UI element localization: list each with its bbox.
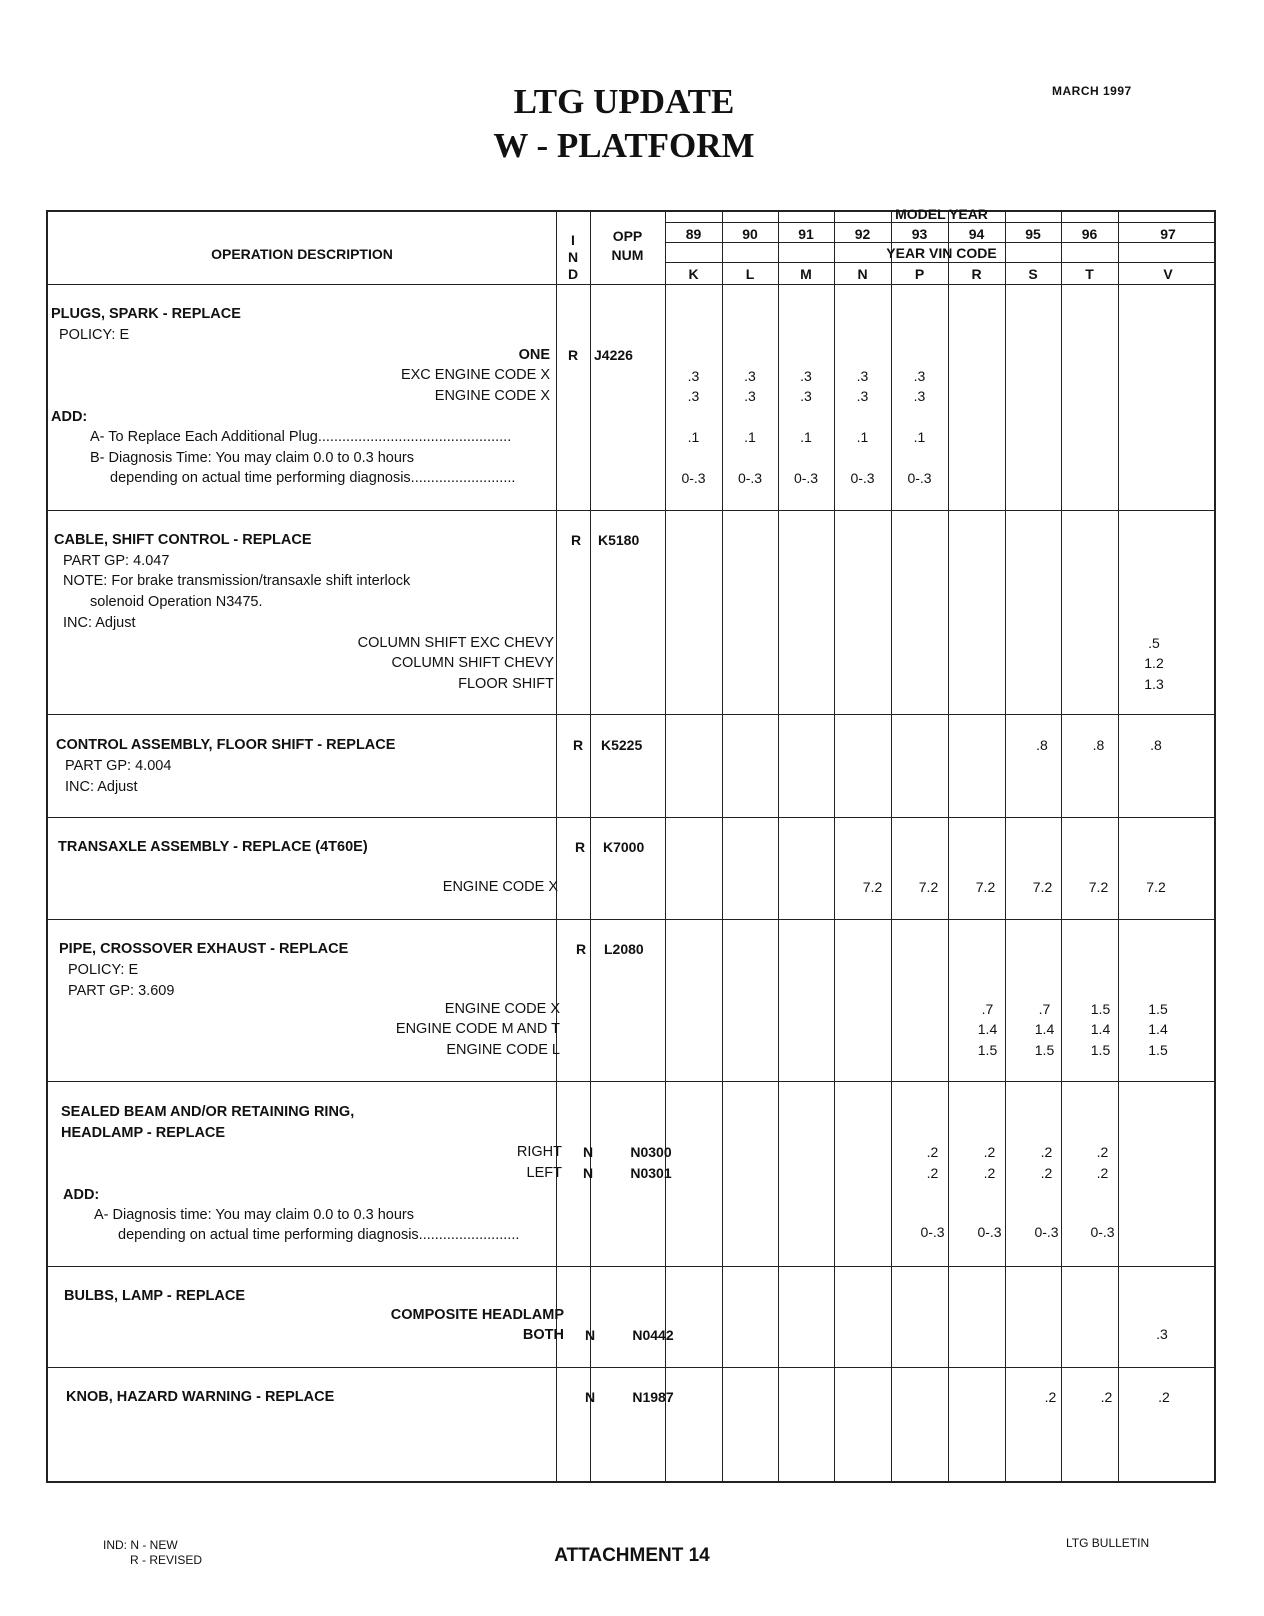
year-90: 90 <box>742 226 758 242</box>
operation-title: CABLE, SHIFT CONTROL - REPLACE <box>54 532 312 548</box>
row-label-composite-headlamp: COMPOSITE HEADLAMP <box>390 1307 564 1323</box>
value-cell: 1.5 <box>1148 1001 1168 1017</box>
note-text-cont: solenoid Operation N3475. <box>90 594 263 610</box>
ind-value: N <box>584 1389 596 1405</box>
year-92: 92 <box>854 226 871 242</box>
row-label-exc-engine-x: EXC ENGINE CODE X <box>400 367 550 383</box>
add-a-text: A- Diagnosis time: You may claim 0.0 to 0.3 hours <box>94 1207 414 1223</box>
value-cell: .3 <box>800 368 812 384</box>
year-89: 89 <box>685 226 702 242</box>
row-label-both: BOTH <box>522 1327 564 1343</box>
ind-legend-new: IND: N - NEW <box>103 1538 178 1552</box>
value-cell: 0-.3 <box>1034 1224 1059 1240</box>
vin-s: S <box>1028 266 1038 282</box>
value-cell: .1 <box>800 429 812 445</box>
opp-number: N0301 <box>630 1165 672 1181</box>
vin-l: L <box>745 266 755 282</box>
value-cell: .1 <box>744 429 756 445</box>
value-cell: .2 <box>1044 1389 1057 1405</box>
value-cell: .2 <box>1096 1165 1109 1181</box>
operation-description-header: OPERATION DESCRIPTION <box>211 246 393 262</box>
section-separator <box>48 1266 1214 1267</box>
vin-m: M <box>800 266 812 282</box>
ind-header-n: N <box>567 249 579 265</box>
ind-value: R <box>575 941 587 957</box>
policy-text: POLICY: E <box>68 962 139 978</box>
row-label-left: LEFT <box>526 1165 562 1181</box>
ind-header-i: I <box>571 232 575 248</box>
value-cell: .2 <box>926 1165 939 1181</box>
value-cell: 1.3 <box>1144 676 1164 692</box>
part-group: PART GP: 3.609 <box>68 983 175 999</box>
value-cell: .8 <box>1092 737 1105 753</box>
header-bottom-rule <box>48 284 1214 285</box>
value-cell: 7.2 <box>975 879 996 895</box>
value-cell: 0-.3 <box>907 470 932 486</box>
value-cell: 0-.3 <box>850 470 875 486</box>
vin-r: R <box>971 266 982 282</box>
value-cell: 7.2 <box>862 879 883 895</box>
model-year-header: MODEL YEAR <box>895 206 988 222</box>
section-separator <box>48 714 1214 715</box>
year-93: 93 <box>911 226 928 242</box>
value-cell: 1.2 <box>1144 655 1164 671</box>
opp-number: L2080 <box>604 941 644 957</box>
value-cell: 7.2 <box>1032 879 1053 895</box>
row-label-floor-shift: FLOOR SHIFT <box>458 676 554 692</box>
attachment-label: ATTACHMENT 14 <box>554 1545 710 1566</box>
value-cell: .8 <box>1150 737 1162 753</box>
section-separator <box>48 817 1214 818</box>
opp-number: K7000 <box>603 839 645 855</box>
ind-legend-revised: R - REVISED <box>130 1553 203 1567</box>
value-cell: 7.2 <box>1088 879 1109 895</box>
operation-title: BULBS, LAMP - REPLACE <box>64 1288 245 1304</box>
header-rule <box>665 222 1214 223</box>
ind-value: N <box>584 1327 596 1343</box>
value-cell: 1.4 <box>977 1021 998 1037</box>
row-label-engine-x: ENGINE CODE X <box>434 388 550 404</box>
opp-number: J4226 <box>594 347 633 363</box>
value-cell: 1.4 <box>1148 1021 1168 1037</box>
value-cell: 7.2 <box>1146 879 1166 895</box>
vin-p: P <box>914 266 925 282</box>
add-label: ADD: <box>51 409 88 425</box>
operation-title: PIPE, CROSSOVER EXHAUST - REPLACE <box>59 941 349 957</box>
value-cell: .3 <box>856 388 869 404</box>
section-separator <box>48 919 1214 920</box>
value-cell: .3 <box>1156 1326 1168 1342</box>
ind-value: R <box>574 839 586 855</box>
value-cell: 1.5 <box>1090 1042 1111 1058</box>
bulletin-label: LTG BULLETIN <box>1066 1536 1150 1550</box>
value-cell: 0-.3 <box>681 470 706 486</box>
operation-title: TRANSAXLE ASSEMBLY - REPLACE (4T60E) <box>58 839 368 855</box>
vin-k: K <box>688 266 699 282</box>
page-title: LTG UPDATE <box>513 82 735 121</box>
vin-t: T <box>1085 266 1094 282</box>
section-separator <box>48 510 1214 511</box>
opp-number: K5180 <box>598 532 640 548</box>
value-cell: .2 <box>1100 1389 1113 1405</box>
value-cell: 0-.3 <box>920 1224 945 1240</box>
row-label-column-shift-exc-chevy: COLUMN SHIFT EXC CHEVY <box>357 635 554 651</box>
ind-value: N <box>582 1165 594 1181</box>
value-cell: 0-.3 <box>1090 1224 1115 1240</box>
section-separator <box>48 1081 1214 1082</box>
ind-header-d: D <box>567 266 579 282</box>
row-label-engine-m-and-t: ENGINE CODE M AND T <box>395 1021 560 1037</box>
value-cell: .3 <box>687 388 700 404</box>
column-divider <box>948 212 949 1481</box>
value-cell: .2 <box>1158 1389 1170 1405</box>
ind-value: R <box>567 347 579 363</box>
operation-title: PLUGS, SPARK - REPLACE <box>51 306 241 322</box>
note-text: NOTE: For brake transmission/transaxle shift interlock <box>63 573 411 589</box>
opp-header: OPP <box>612 228 643 244</box>
labor-time-table <box>46 206 1216 1483</box>
value-cell: 0-.3 <box>793 470 819 486</box>
opp-number: K5225 <box>601 737 643 753</box>
value-cell: 1.4 <box>1090 1021 1111 1037</box>
add-b-text: B- Diagnosis Time: You may claim 0.0 to 0.3 hours <box>90 450 414 466</box>
document-date: MARCH 1997 <box>1052 84 1132 98</box>
value-cell: 1.5 <box>1148 1042 1168 1058</box>
row-label-engine-l: ENGINE CODE L <box>446 1042 560 1058</box>
year-91: 91 <box>798 226 814 242</box>
value-cell: .3 <box>856 368 869 384</box>
value-cell: .1 <box>856 429 869 445</box>
column-divider <box>1118 212 1119 1481</box>
ind-value: R <box>570 532 582 548</box>
part-group: PART GP: 4.004 <box>65 758 172 774</box>
add-a-text: A- To Replace Each Additional Plug................................................ <box>90 429 512 445</box>
opp-number: N1987 <box>632 1389 674 1405</box>
operation-title: KNOB, HAZARD WARNING - REPLACE <box>66 1389 335 1405</box>
operation-title: SEALED BEAM AND/OR RETAINING RING, <box>61 1104 355 1120</box>
value-cell: .3 <box>800 388 812 404</box>
value-cell: .2 <box>926 1144 939 1160</box>
inc-text: INC: Adjust <box>63 615 136 631</box>
value-cell: .3 <box>687 368 700 384</box>
value-cell: .7 <box>981 1001 994 1017</box>
value-cell: 1.5 <box>1034 1042 1055 1058</box>
value-cell: .2 <box>1096 1144 1109 1160</box>
year-95: 95 <box>1025 226 1041 242</box>
row-label-engine-x: ENGINE CODE X <box>444 1001 560 1017</box>
row-label-column-shift-chevy: COLUMN SHIFT CHEVY <box>391 655 554 671</box>
vin-v: V <box>1163 266 1173 282</box>
operation-title-cont: HEADLAMP - REPLACE <box>61 1125 226 1141</box>
vin-n: N <box>857 266 868 282</box>
value-cell: .1 <box>913 429 926 445</box>
ind-value: R <box>572 737 584 753</box>
row-label-engine-x: ENGINE CODE X <box>442 879 558 895</box>
value-cell: 7.2 <box>918 879 939 895</box>
policy-text: POLICY: E <box>59 327 130 343</box>
opp-number: N0442 <box>632 1327 674 1343</box>
inc-text: INC: Adjust <box>65 779 138 795</box>
opp-number: N0300 <box>630 1144 672 1160</box>
operation-title: CONTROL ASSEMBLY, FLOOR SHIFT - REPLACE <box>56 737 396 753</box>
value-cell: .2 <box>983 1165 996 1181</box>
value-cell: .3 <box>744 388 756 404</box>
section-separator <box>48 1367 1214 1368</box>
ind-value: N <box>582 1144 594 1160</box>
value-cell: .1 <box>687 429 700 445</box>
value-cell: .2 <box>1040 1165 1053 1181</box>
header-rule <box>665 242 1214 243</box>
column-divider <box>1005 212 1006 1481</box>
add-b-text-cont: depending on actual time performing diagnosis.......................... <box>110 470 516 486</box>
value-cell: .3 <box>744 368 756 384</box>
year-vin-code-header: YEAR VIN CODE <box>886 245 997 261</box>
row-label-one: ONE <box>518 347 550 363</box>
year-94: 94 <box>968 226 985 242</box>
value-cell: 1.5 <box>977 1042 998 1058</box>
value-cell: .7 <box>1038 1001 1051 1017</box>
value-cell: .8 <box>1036 737 1048 753</box>
add-label: ADD: <box>63 1187 100 1203</box>
add-a-text-cont: depending on actual time performing diagnosis......................... <box>118 1227 520 1243</box>
header-rule <box>665 262 1214 263</box>
page-subtitle: W - PLATFORM <box>493 126 755 165</box>
value-cell: 1.4 <box>1034 1021 1055 1037</box>
value-cell: .2 <box>983 1144 996 1160</box>
value-cell: .3 <box>913 368 926 384</box>
year-97: 97 <box>1160 226 1176 242</box>
part-group: PART GP: 4.047 <box>63 553 170 569</box>
row-label-right: RIGHT <box>516 1144 562 1160</box>
value-cell: 1.5 <box>1090 1001 1111 1017</box>
year-96: 96 <box>1081 226 1098 242</box>
value-cell: .3 <box>913 388 926 404</box>
value-cell: 0-.3 <box>737 470 763 486</box>
num-header: NUM <box>611 247 644 263</box>
value-cell: 0-.3 <box>977 1224 1002 1240</box>
value-cell: .2 <box>1040 1144 1053 1160</box>
column-divider <box>1061 212 1062 1481</box>
value-cell: .5 <box>1148 635 1160 651</box>
